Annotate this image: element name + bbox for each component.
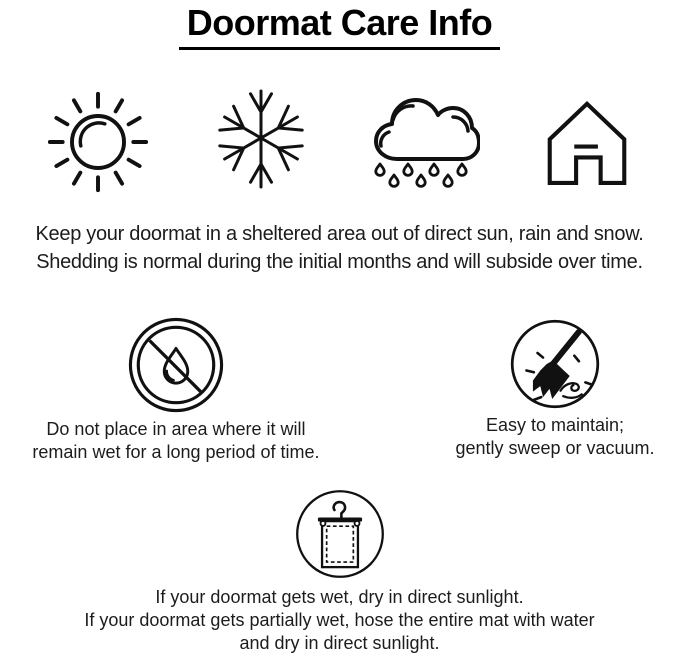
wind-swirl (561, 383, 582, 398)
sun-icon (44, 88, 152, 196)
drying-line-2: If your doormat gets partially wet, hose the entire mat with water (84, 610, 595, 630)
rain-cloud-icon (368, 91, 480, 193)
weather-icon-row (0, 86, 679, 198)
mat-stitching (326, 526, 353, 562)
intro-line-1: Keep your doormat in a sheltered area out of direct sun, rain and snow. (35, 223, 644, 245)
weather-cell-rain (359, 91, 489, 193)
hanging-mat-icon (294, 488, 386, 580)
tip-sweep-line-2: gently sweep or vacuum. (455, 438, 655, 458)
title-section (0, 0, 679, 50)
weather-cell-snowflake (196, 87, 326, 197)
tip-sweep (435, 316, 675, 460)
clip-left (320, 521, 325, 526)
clip-right (354, 521, 359, 526)
tip-sweep-line-1: Easy to maintain; (485, 415, 625, 435)
hanger-hook (333, 502, 344, 517)
tip-no-water (0, 316, 352, 464)
tip-no-water-line-1: Do not place in area where it will (46, 419, 306, 439)
tip-sweep-caption (435, 414, 675, 460)
intro-line-2: Shedding is normal during the initial months and will subside over time. (36, 251, 643, 273)
weather-cell-house (522, 92, 652, 192)
tip-no-water-caption (0, 418, 352, 464)
snowflake-icon (215, 87, 307, 197)
tips-row (0, 316, 679, 464)
drying-section (0, 488, 679, 655)
tip-no-water-line-2: remain wet for a long period of time. (32, 442, 320, 462)
house-icon (537, 92, 637, 192)
weather-cell-sun (33, 88, 163, 196)
no-water-icon (127, 316, 225, 414)
intro-text (0, 220, 679, 276)
drying-line-1: If your doormat gets wet, dry in direct sunlight. (155, 587, 524, 607)
drying-caption (0, 586, 679, 655)
page-title: Doormat Care Info (179, 3, 501, 50)
raindrops (376, 164, 466, 186)
drying-line-3: and dry in direct sunlight. (239, 633, 440, 653)
broom-icon (509, 318, 601, 410)
